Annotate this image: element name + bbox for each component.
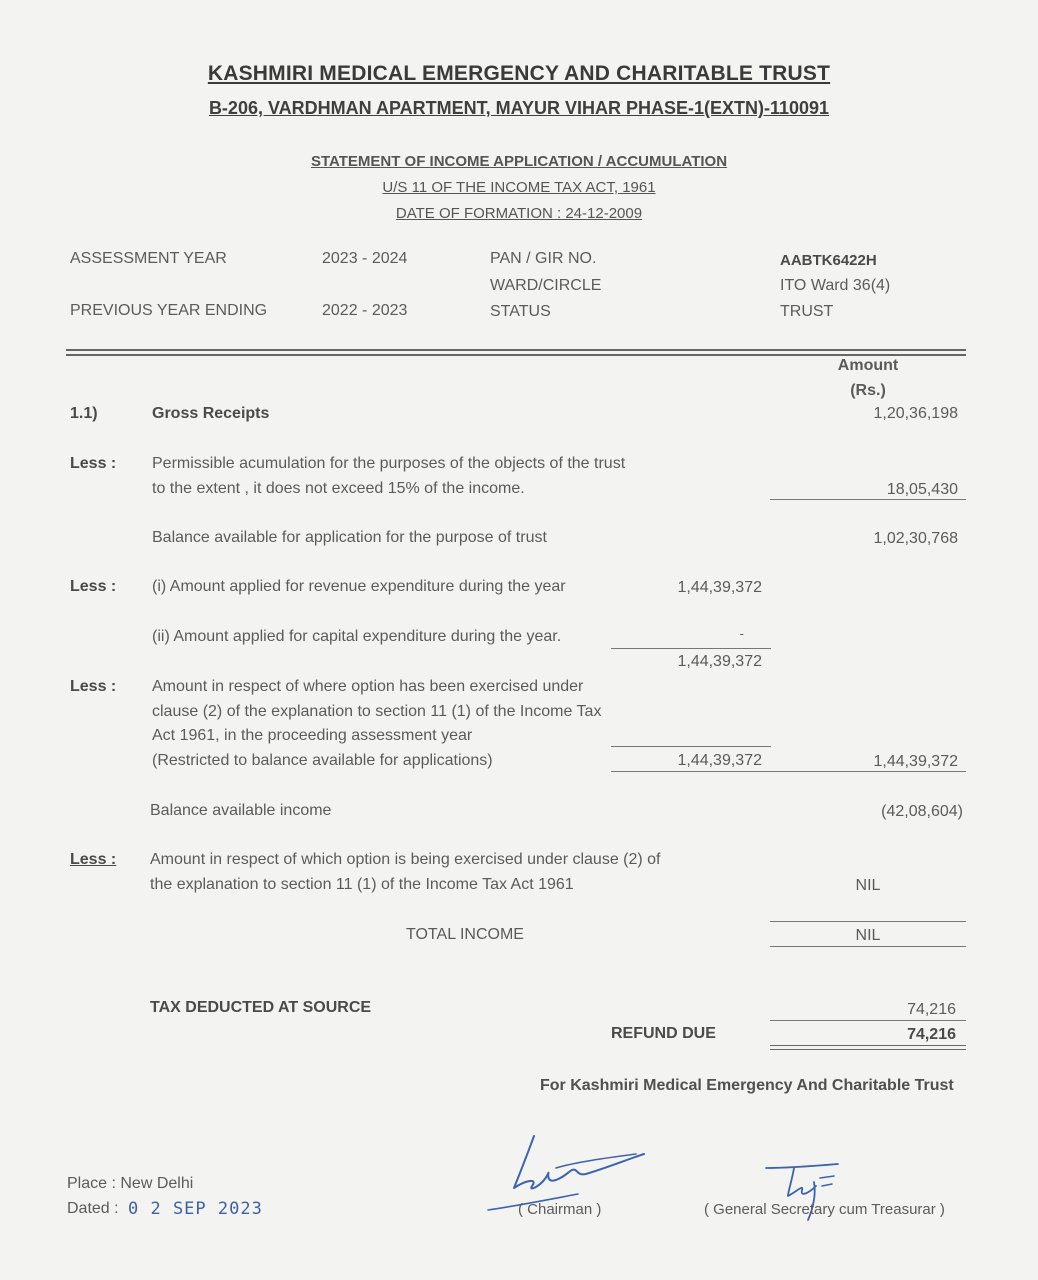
balance1-value: 1,02,30,768 xyxy=(873,530,958,547)
tds-rule xyxy=(770,1020,966,1021)
ward-value: ITO Ward 36(4) xyxy=(780,277,891,294)
total-income-value: NIL xyxy=(855,927,881,944)
pan-label: PAN / GIR NO. xyxy=(490,250,597,267)
total-rule-top xyxy=(770,921,966,922)
less4-label: Less : xyxy=(70,851,117,868)
ward-label: WARD/CIRCLE xyxy=(490,277,602,294)
refund-rule-1 xyxy=(770,1045,966,1046)
previous-year-value: 2022 - 2023 xyxy=(322,302,408,319)
less3-text-line3: Act 1961, in the proceeding assessment year xyxy=(152,727,473,744)
less4-text-line2: the explanation to section 11 (1) of the Income Tax Act 1961 xyxy=(150,876,574,893)
place: Place : New Delhi xyxy=(67,1175,194,1192)
status-label: STATUS xyxy=(490,303,551,320)
tds-label: TAX DEDUCTED AT SOURCE xyxy=(150,999,372,1016)
less2-text-line1: (i) Amount applied for revenue expenditure during the year xyxy=(152,578,566,595)
less3-value-right: 1,44,39,372 xyxy=(873,753,958,770)
previous-year-label: PREVIOUS YEAR ENDING xyxy=(70,302,268,319)
less2-subtotal: 1,44,39,372 xyxy=(677,653,762,670)
less1-value: 18,05,430 xyxy=(886,481,958,498)
assessment-year-value: 2023 - 2024 xyxy=(322,250,408,267)
refund-value: 74,216 xyxy=(907,1026,956,1043)
gross-label: Gross Receipts xyxy=(152,405,270,422)
gross-value: 1,20,36,198 xyxy=(873,405,958,422)
less2-rule xyxy=(611,648,771,649)
tds-value: 74,216 xyxy=(907,1001,956,1018)
less1-text-line1: Permissible acumulation for the purposes of the objects of the trust xyxy=(152,455,626,472)
balance2-text: Balance available income xyxy=(150,802,332,819)
less3-text-line1: Amount in respect of where option has been exercised under xyxy=(152,678,584,695)
dated-label: Dated : xyxy=(67,1200,119,1217)
org-address: B-206, VARDHMAN APARTMENT, MAYUR VIHAR PHASE-1(EXTN)-110091 xyxy=(208,98,830,118)
less1-text-line2: to the extent , it does not exceed 15% of the income. xyxy=(152,480,525,497)
chairman-label: ( Chairman ) xyxy=(518,1201,602,1218)
status-value: TRUST xyxy=(780,303,834,320)
amount-header: Amount xyxy=(837,357,899,374)
less2-value1: 1,44,39,372 xyxy=(677,579,762,596)
less3-value-mid: 1,44,39,372 xyxy=(677,752,762,769)
less4-text-line1: Amount in respect of which option is being exercised under clause (2) of xyxy=(150,851,661,868)
statement-act: U/S 11 OF THE INCOME TAX ACT, 1961 xyxy=(382,179,656,196)
less3-rule-bottom xyxy=(611,771,966,772)
org-name: KASHMIRI MEDICAL EMERGENCY AND CHARITABLE TRUST xyxy=(207,62,831,85)
gross-number: 1.1) xyxy=(70,405,98,422)
assessment-year-label: ASSESSMENT YEAR xyxy=(70,250,227,267)
less4-value: NIL xyxy=(855,877,881,894)
date-stamp: 0 2 SEP 2023 xyxy=(128,1199,263,1219)
less2-value2: - xyxy=(739,626,744,641)
double-rule-top xyxy=(66,349,966,351)
less2-text-line2: (ii) Amount applied for capital expenditure during the year. xyxy=(152,628,562,645)
less3-text-line2: clause (2) of the explanation to section 11 (1) of the Income Tax xyxy=(152,703,602,720)
less1-label: Less : xyxy=(70,455,117,472)
statement-title: STATEMENT OF INCOME APPLICATION / ACCUMULATION xyxy=(310,153,728,170)
refund-label: REFUND DUE xyxy=(611,1025,716,1042)
less3-label: Less : xyxy=(70,678,117,695)
secretary-label: ( General Secretary cum Treasurar ) xyxy=(704,1201,945,1218)
pan-value: AABTK6422H xyxy=(780,252,877,269)
less3-text-line4: (Restricted to balance available for applications) xyxy=(152,752,493,769)
balance1-text: Balance available for application for the purpose of trust xyxy=(152,529,547,546)
less1-rule xyxy=(770,499,966,500)
formation-date: DATE OF FORMATION : 24-12-2009 xyxy=(395,205,643,222)
total-income-label: TOTAL INCOME xyxy=(406,926,524,943)
less3-rule-mid-top xyxy=(611,746,771,747)
total-rule-bottom xyxy=(770,946,966,947)
amount-header-unit: (Rs.) xyxy=(850,382,886,399)
balance2-value: (42,08,604) xyxy=(881,803,963,820)
less2-label: Less : xyxy=(70,578,117,595)
refund-rule-2 xyxy=(770,1049,966,1050)
for-organization: For Kashmiri Medical Emergency And Charitable Trust xyxy=(540,1077,954,1094)
